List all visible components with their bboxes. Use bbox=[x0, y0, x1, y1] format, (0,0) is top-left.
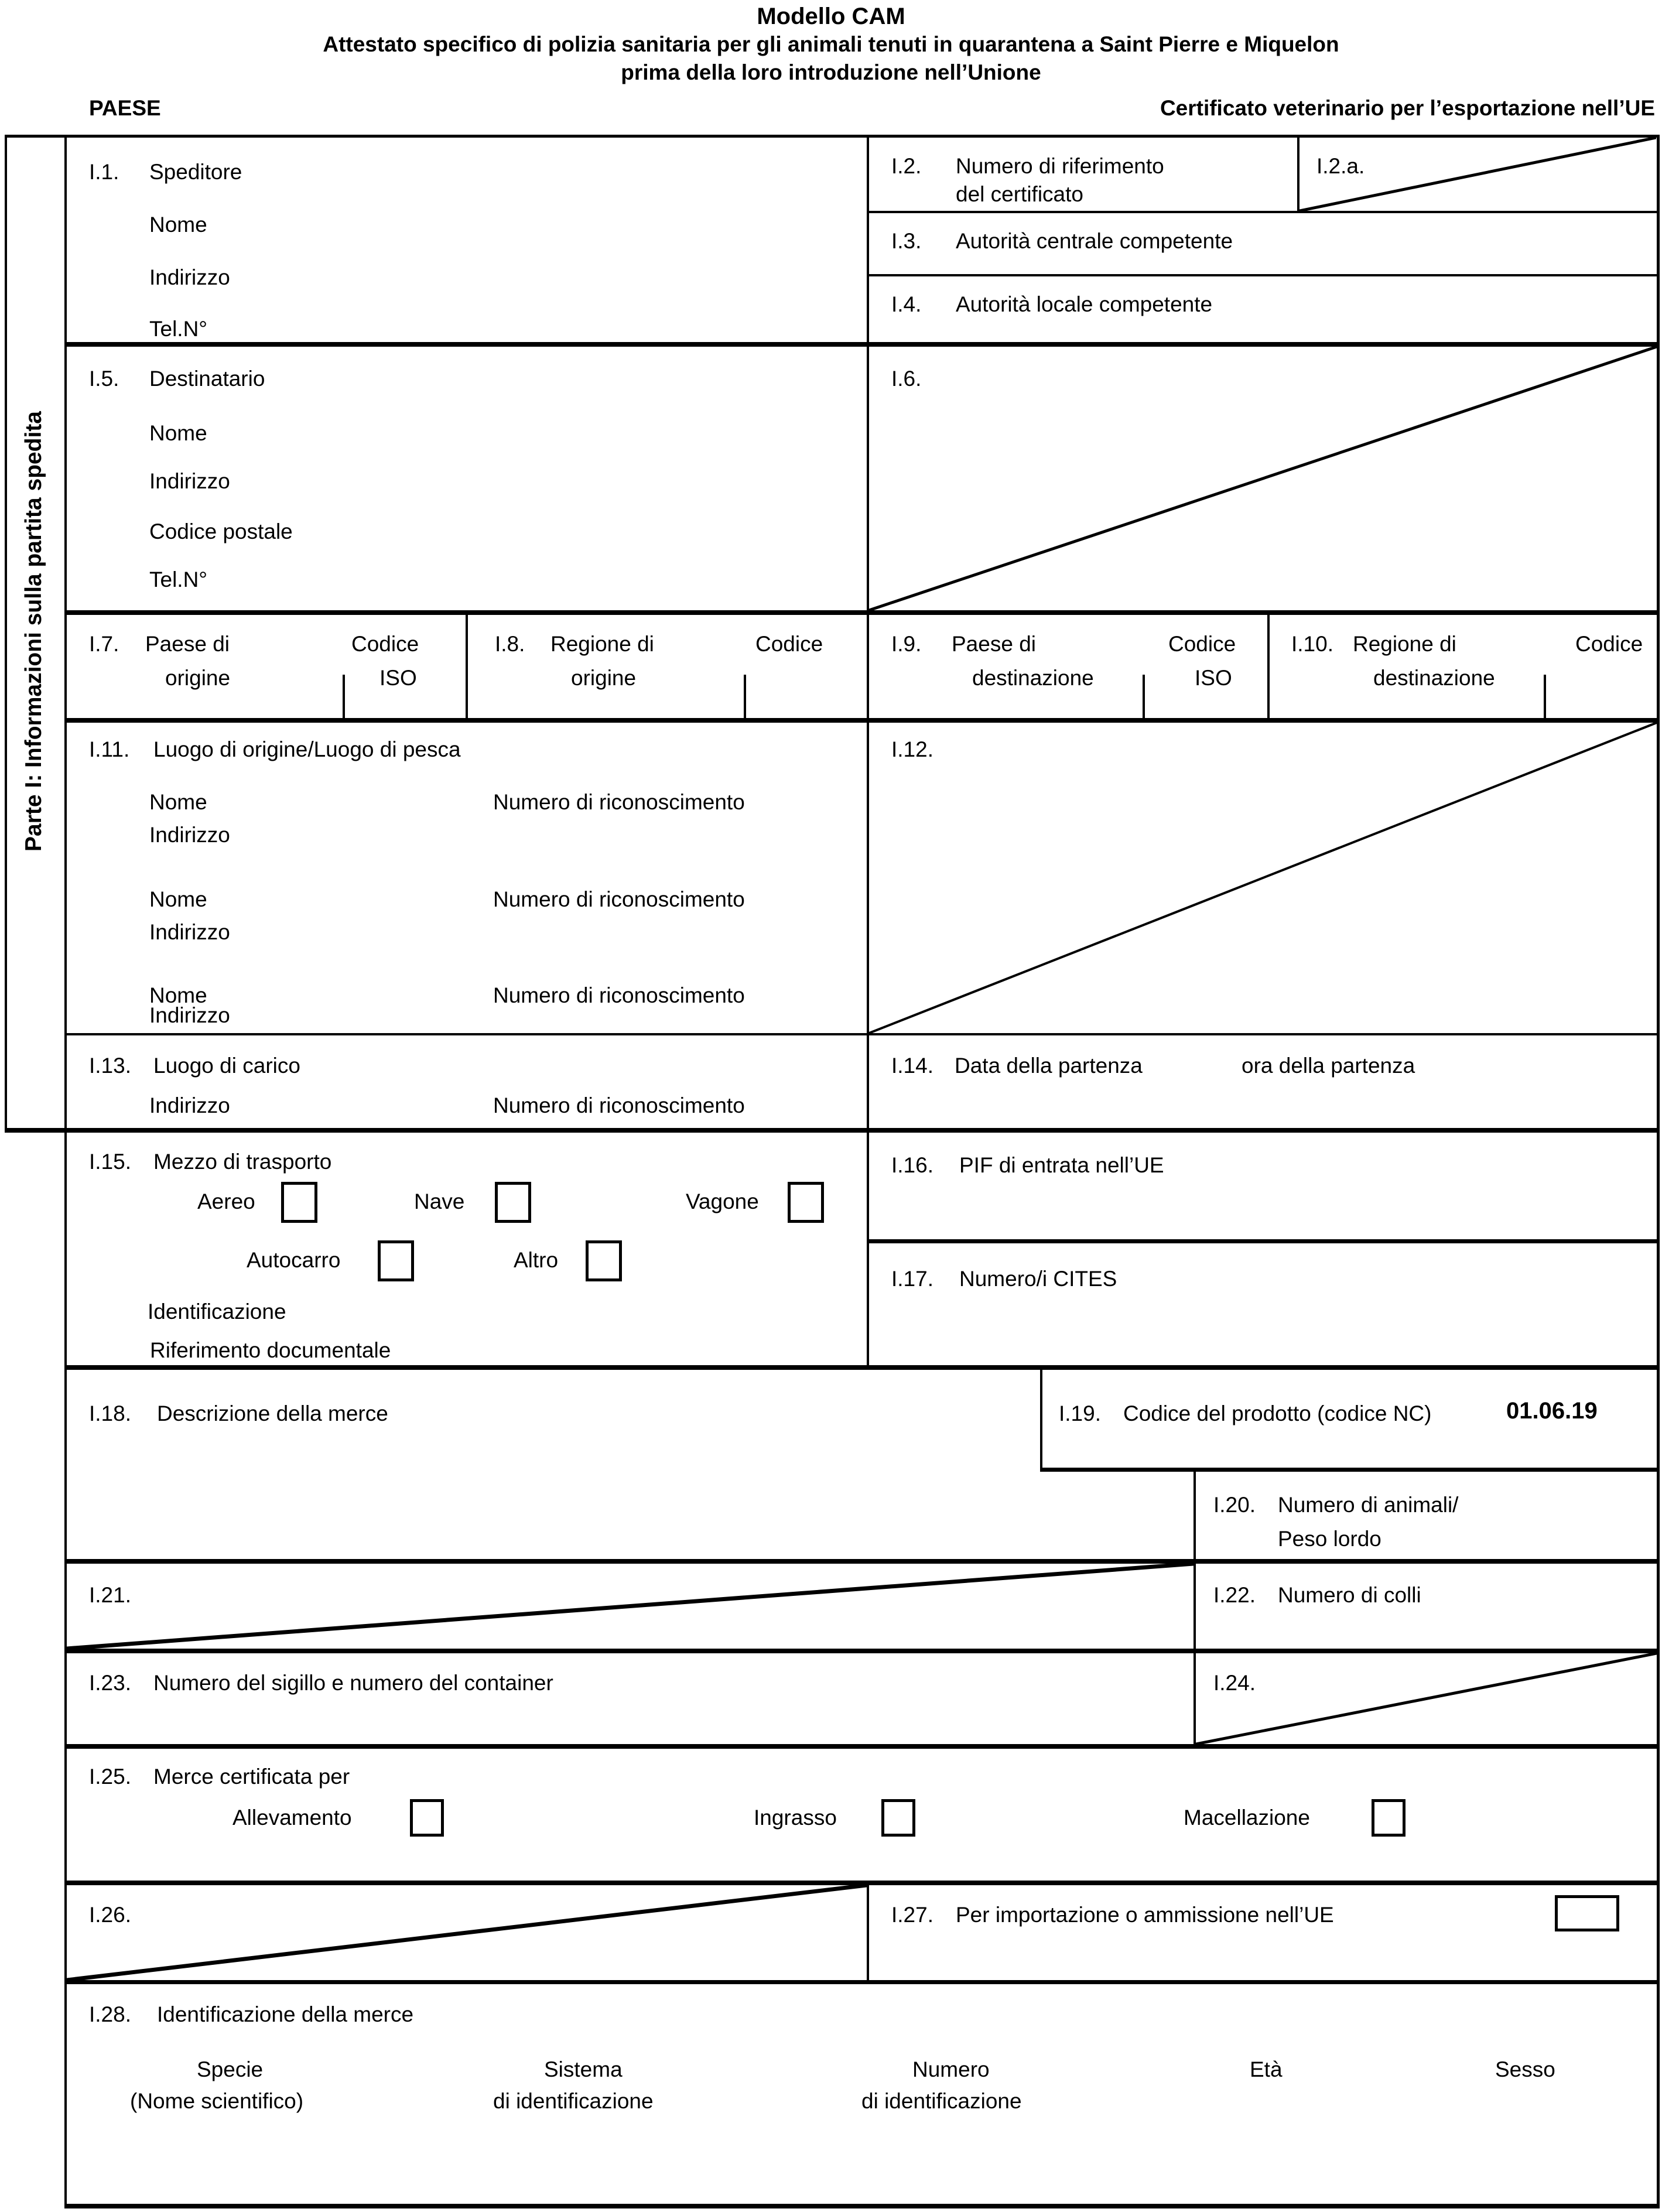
ingrasso-checkbox[interactable] bbox=[881, 1799, 915, 1837]
field-i13-indirizzo-label: Indirizzo bbox=[149, 1093, 230, 1117]
nave-label: Nave bbox=[414, 1189, 465, 1213]
field-i18-number: I.18. bbox=[89, 1401, 131, 1425]
table-border-line bbox=[466, 613, 468, 720]
field-i20-number: I.20. bbox=[1213, 1493, 1256, 1517]
i21-diagonal-line bbox=[67, 1564, 1194, 1649]
field-i10-number: I.10. bbox=[1291, 632, 1333, 656]
field-i5-tel-label: Tel.N° bbox=[149, 567, 208, 592]
table-border-line bbox=[5, 135, 7, 1133]
field-i22-number: I.22. bbox=[1213, 1583, 1256, 1607]
field-i3-number: I.3. bbox=[891, 229, 922, 253]
table-border-line bbox=[64, 1033, 1659, 1035]
table-border-line bbox=[64, 2204, 1659, 2208]
field-i11-indirizzo-label-3: Indirizzo bbox=[149, 1003, 230, 1027]
field-i1-number: I.1. bbox=[89, 160, 119, 184]
field-i6-number: I.6. bbox=[891, 367, 922, 391]
field-i23-label: Numero del sigillo e numero del container bbox=[153, 1671, 553, 1695]
field-i15-label: Mezzo di trasporto bbox=[153, 1150, 332, 1174]
certificate-type-label: Certificato veterinario per l’esportazione nell’UE bbox=[1160, 96, 1655, 120]
doc-title: Modello CAM bbox=[757, 4, 905, 29]
table-border-line bbox=[64, 610, 1659, 615]
i28-col-sistema-line1: Sistema bbox=[544, 2057, 623, 2081]
table-border-line bbox=[867, 1883, 869, 1982]
code-separator-tick bbox=[1143, 675, 1145, 720]
table-border-line bbox=[64, 1649, 1659, 1653]
field-i28-number: I.28. bbox=[89, 2002, 131, 2026]
table-border-line bbox=[64, 342, 1659, 347]
code-separator-tick bbox=[343, 675, 345, 720]
autocarro-label: Autocarro bbox=[247, 1248, 341, 1272]
field-i14-data-label: Data della partenza bbox=[955, 1054, 1143, 1078]
field-i5-nome-label: Nome bbox=[149, 421, 207, 445]
field-i20-label-line2: Peso lordo bbox=[1278, 1527, 1381, 1551]
altro-checkbox[interactable] bbox=[586, 1240, 622, 1281]
field-i11-numero-label-3: Numero di riconoscimento bbox=[493, 983, 745, 1007]
vagone-label: Vagone bbox=[686, 1189, 759, 1213]
autocarro-checkbox[interactable] bbox=[378, 1240, 414, 1281]
i24-diagonal-line bbox=[1196, 1653, 1657, 1744]
field-i24-number: I.24. bbox=[1213, 1671, 1256, 1695]
field-i11-indirizzo-label-1: Indirizzo bbox=[149, 823, 230, 847]
ingrasso-label: Ingrasso bbox=[754, 1806, 837, 1830]
field-i5-label: Destinatario bbox=[149, 367, 265, 391]
i28-col-sesso: Sesso bbox=[1495, 2057, 1555, 2081]
field-i1-tel-label: Tel.N° bbox=[149, 317, 208, 341]
field-i1-indirizzo-label: Indirizzo bbox=[149, 265, 230, 289]
field-i7-label-line1: Paese di bbox=[145, 632, 230, 656]
field-i17-label: Numero/i CITES bbox=[959, 1267, 1117, 1291]
field-i14-ora-label: ora della partenza bbox=[1242, 1054, 1415, 1078]
field-i2a-number: I.2.a. bbox=[1316, 154, 1365, 178]
field-i10-codice-label: Codice bbox=[1575, 632, 1643, 656]
field-i7-codice-label: Codice bbox=[351, 632, 419, 656]
altro-label: Altro bbox=[514, 1248, 559, 1272]
field-i28-label: Identificazione della merce bbox=[157, 2002, 414, 2026]
field-i25-number: I.25. bbox=[89, 1765, 131, 1789]
field-i19-product-code: 01.06.19 bbox=[1506, 1398, 1598, 1424]
field-i11-nome-label-3: Nome bbox=[149, 983, 207, 1007]
nave-checkbox[interactable] bbox=[495, 1182, 531, 1223]
field-i2-label-line1: Numero di riferimento bbox=[956, 154, 1164, 178]
field-i11-numero-label-1: Numero di riconoscimento bbox=[493, 790, 745, 814]
field-i8-codice-label: Codice bbox=[755, 632, 823, 656]
field-i23-number: I.23. bbox=[89, 1671, 131, 1695]
table-border-line bbox=[64, 718, 1659, 723]
table-border-line bbox=[64, 1881, 1659, 1885]
field-i9-codice-label: Codice bbox=[1168, 632, 1236, 656]
field-i19-number: I.19. bbox=[1059, 1401, 1101, 1425]
field-i26-number: I.26. bbox=[89, 1903, 131, 1927]
field-i11-nome-label-2: Nome bbox=[149, 887, 207, 911]
table-border-line bbox=[1040, 1367, 1042, 1470]
field-i22-label: Numero di colli bbox=[1278, 1583, 1421, 1607]
i28-col-specie-line2: (Nome scientifico) bbox=[130, 2089, 304, 2113]
field-i17-number: I.17. bbox=[891, 1267, 933, 1291]
field-i2-label-line2: del certificato bbox=[956, 182, 1083, 206]
field-i11-indirizzo-label-2: Indirizzo bbox=[149, 920, 230, 944]
field-i5-number: I.5. bbox=[89, 367, 119, 391]
field-i21-number: I.21. bbox=[89, 1583, 131, 1607]
field-i9-label-line2: destinazione bbox=[972, 666, 1094, 690]
field-i5-codice-postale-label: Codice postale bbox=[149, 519, 293, 543]
field-i12-number: I.12. bbox=[891, 737, 933, 761]
field-i27-label: Per importazione o ammissione nell’UE bbox=[956, 1903, 1334, 1927]
field-i25-label: Merce certificata per bbox=[153, 1765, 350, 1789]
field-i4-label: Autorità locale competente bbox=[956, 292, 1213, 316]
field-i11-nome-label-1: Nome bbox=[149, 790, 207, 814]
table-border-line bbox=[867, 1239, 1659, 1243]
aereo-label: Aereo bbox=[197, 1189, 255, 1213]
field-i1-nome-label: Nome bbox=[149, 213, 207, 237]
macellazione-label: Macellazione bbox=[1184, 1806, 1310, 1830]
field-i7-label-line2: origine bbox=[165, 666, 231, 690]
code-separator-tick bbox=[744, 675, 746, 720]
allevamento-checkbox[interactable] bbox=[410, 1799, 444, 1837]
i27-checkbox[interactable] bbox=[1555, 1895, 1619, 1931]
i6-diagonal-line bbox=[869, 347, 1657, 610]
part1-sidebar-label: Parte I: Informazioni sulla partita spedita bbox=[21, 411, 46, 852]
table-border-line bbox=[64, 1744, 1659, 1749]
vagone-checkbox[interactable] bbox=[788, 1182, 824, 1223]
field-i7-number: I.7. bbox=[89, 632, 119, 656]
table-border-line bbox=[64, 1365, 1659, 1370]
field-i8-label-line1: Regione di bbox=[550, 632, 654, 656]
field-i15-riferimento-label: Riferimento documentale bbox=[150, 1338, 391, 1362]
country-label: PAESE bbox=[89, 96, 161, 120]
field-i3-label: Autorità centrale competente bbox=[956, 229, 1233, 253]
field-i13-label: Luogo di carico bbox=[153, 1054, 300, 1078]
macellazione-checkbox[interactable] bbox=[1372, 1799, 1405, 1837]
doc-subtitle-1: Attestato specifico di polizia sanitaria per gli animali tenuti in quarantena a Saint Pierre e Miquelon bbox=[323, 32, 1339, 56]
table-border-line bbox=[867, 211, 1659, 213]
i12-diagonal-line bbox=[869, 723, 1657, 1033]
field-i27-number: I.27. bbox=[891, 1903, 933, 1927]
field-i20-label-line1: Numero di animali/ bbox=[1278, 1493, 1459, 1517]
field-i13-number: I.13. bbox=[89, 1054, 131, 1078]
field-i16-label: PIF di entrata nell’UE bbox=[959, 1153, 1164, 1177]
i28-col-eta: Età bbox=[1250, 2057, 1283, 2081]
aereo-checkbox[interactable] bbox=[281, 1182, 317, 1223]
doc-subtitle-2: prima della loro introduzione nell’Unione bbox=[621, 60, 1041, 84]
table-border-line bbox=[64, 1980, 1659, 1984]
field-i10-label-line2: destinazione bbox=[1373, 666, 1495, 690]
code-separator-tick bbox=[1544, 675, 1546, 720]
i28-col-specie-line1: Specie bbox=[197, 2057, 264, 2081]
field-i11-number: I.11. bbox=[89, 737, 130, 761]
field-i14-number: I.14. bbox=[891, 1054, 933, 1078]
table-border-line bbox=[1040, 1468, 1659, 1472]
field-i4-number: I.4. bbox=[891, 292, 922, 316]
table-border-line bbox=[1657, 135, 1660, 2208]
field-i9-label-line1: Paese di bbox=[952, 632, 1036, 656]
table-border-line bbox=[64, 1559, 1659, 1564]
i28-col-numero-line1: Numero bbox=[912, 2057, 990, 2081]
field-i15-number: I.15. bbox=[89, 1150, 131, 1174]
field-i9-number: I.9. bbox=[891, 632, 922, 656]
field-i7-iso-label: ISO bbox=[379, 666, 417, 690]
field-i11-label: Luogo di origine/Luogo di pesca bbox=[153, 737, 461, 761]
field-i13-numero-label: Numero di riconoscimento bbox=[493, 1093, 745, 1117]
field-i16-number: I.16. bbox=[891, 1153, 933, 1177]
field-i5-indirizzo-label: Indirizzo bbox=[149, 469, 230, 493]
field-i8-number: I.8. bbox=[495, 632, 525, 656]
field-i1-label: Speditore bbox=[149, 160, 242, 184]
i28-col-numero-line2: di identificazione bbox=[861, 2089, 1022, 2113]
field-i18-label: Descrizione della merce bbox=[157, 1401, 388, 1425]
allevamento-label: Allevamento bbox=[232, 1806, 352, 1830]
field-i2-number: I.2. bbox=[891, 154, 922, 178]
i28-col-sistema-line2: di identificazione bbox=[493, 2089, 654, 2113]
field-i11-numero-label-2: Numero di riconoscimento bbox=[493, 887, 745, 911]
field-i19-label: Codice del prodotto (codice NC) bbox=[1123, 1401, 1432, 1425]
table-border-line bbox=[1267, 613, 1270, 720]
field-i10-label-line1: Regione di bbox=[1353, 632, 1456, 656]
i26-diagonal-line bbox=[67, 1885, 867, 1980]
table-border-line bbox=[5, 1128, 1659, 1133]
field-i8-label-line2: origine bbox=[571, 666, 637, 690]
field-i15-identificazione-label: Identificazione bbox=[148, 1300, 286, 1324]
table-border-line bbox=[867, 274, 1659, 276]
field-i9-iso-label: ISO bbox=[1195, 666, 1232, 690]
